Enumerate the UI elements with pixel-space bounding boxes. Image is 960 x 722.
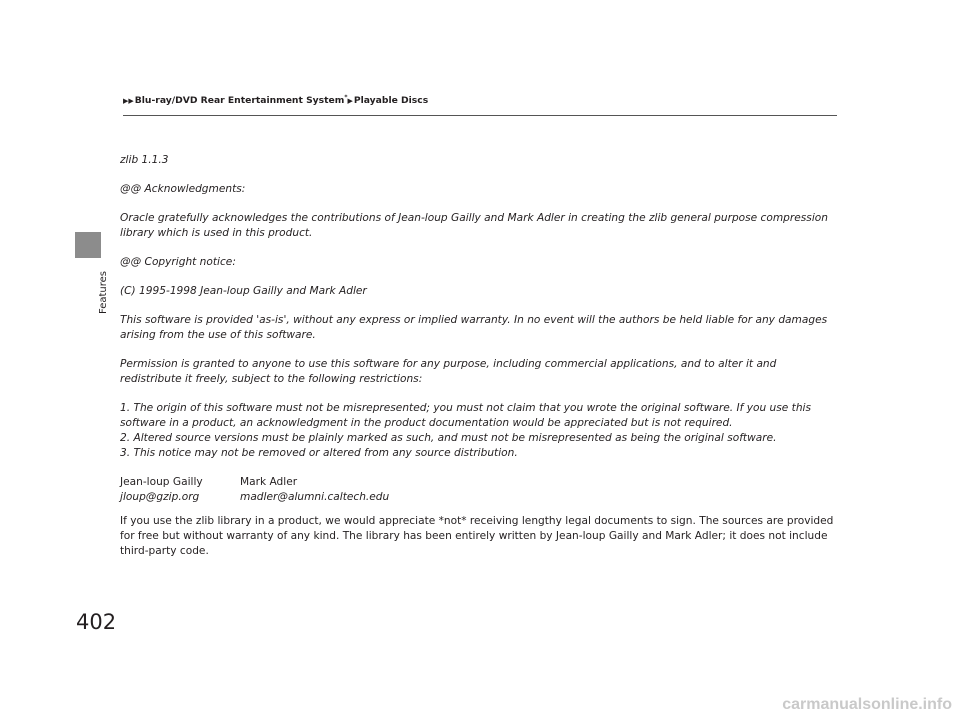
breadcrumb-section: Blu-ray/DVD Rear Entertainment System bbox=[134, 95, 345, 107]
watermark: carmanualsonline.info bbox=[782, 696, 952, 713]
section-tab bbox=[75, 232, 101, 258]
chevron-right-icon: ▶ bbox=[347, 97, 353, 106]
breadcrumb-asterisk: * bbox=[344, 94, 348, 101]
version-line: zlib 1.1.3 bbox=[120, 154, 169, 166]
breadcrumb bbox=[123, 94, 428, 106]
section-label: Features bbox=[98, 271, 109, 314]
restrictions-list bbox=[120, 401, 840, 461]
ack-paragraph: Oracle gratefully acknowledges the contributions of Jean-loup Gailly and Mark Adler in creating the zlib general purpose compression library which is used in this product. bbox=[120, 212, 828, 239]
warranty-paragraph: This software is provided 'as-is', without any express or implied warranty. In no event will the authors be held liable for any damages arising from the use of this software. bbox=[120, 314, 828, 341]
copyright-line: (C) 1995-1998 Jean-loup Gailly and Mark Adler bbox=[120, 285, 367, 297]
author-name: Jean-loup Gailly bbox=[120, 476, 203, 488]
closing-paragraph: If you use the zlib library in a product, we would appreciate *not* receiving lengthy legal documents to sign. The sources are provided for free but without warranty of any kind. The library has been entirely written by Jean-loup Gailly and Mark Adler; it does not include third-party code. bbox=[120, 515, 834, 557]
page-number: 402 bbox=[76, 610, 117, 634]
permission-paragraph: Permission is granted to anyone to use this software for any purpose, including commercial applications, and to alter it and redistribute it freely, subject to the following restrictions: bbox=[120, 358, 777, 385]
header-divider bbox=[123, 115, 837, 116]
copyright-heading: @@ Copyright notice: bbox=[120, 256, 236, 268]
breadcrumb-subsection: Playable Discs bbox=[353, 95, 429, 107]
ack-heading: @@ Acknowledgments: bbox=[120, 183, 246, 195]
license-text bbox=[120, 153, 840, 573]
restriction-item: 1. The origin of this software must not be misrepresented; you must not claim that you wrote the original software. If you use this software in a product, an acknowledgment in the product documentation would be appreciated but is not required. bbox=[120, 402, 812, 429]
restriction-item: 3. This notice may not be removed or altered from any source distribution. bbox=[120, 447, 518, 459]
author-name: Mark Adler bbox=[240, 476, 298, 488]
restriction-item: 2. Altered source versions must be plainly marked as such, and must not be misrepresented as being the original software. bbox=[120, 432, 777, 444]
author-email: jloup@gzip.org bbox=[120, 491, 200, 503]
author-email: madler@alumni.caltech.edu bbox=[240, 491, 390, 503]
authors-block bbox=[120, 475, 840, 505]
chevron-right-icon: ▶▶ bbox=[123, 97, 134, 106]
